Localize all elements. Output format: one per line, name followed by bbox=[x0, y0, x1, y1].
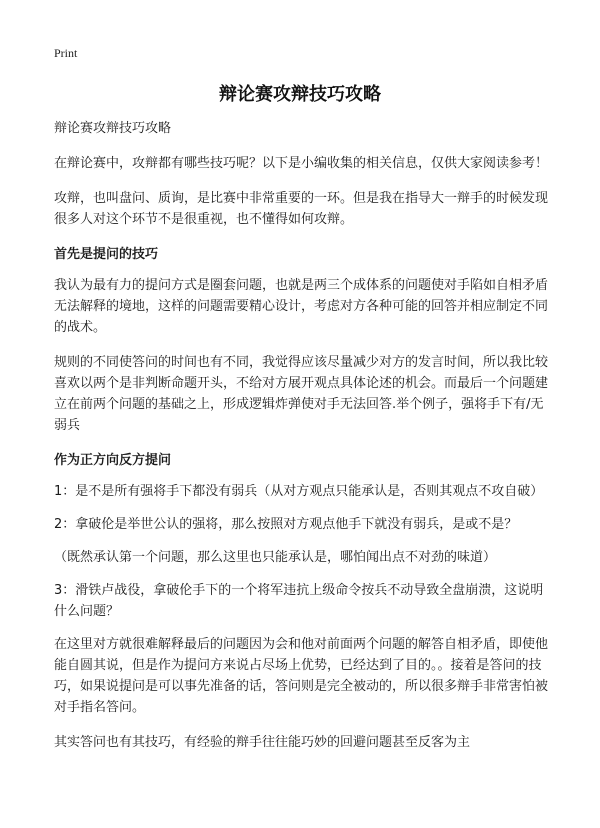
print-label: Print bbox=[54, 46, 78, 60]
question-2: 2：拿破伦是举世公认的强将，那么按照对方观点他手下就没有弱兵，是或不是？ bbox=[54, 517, 518, 532]
closing-paragraph: 其实答问也有其技巧，有经验的辩手往往能巧妙的回避问题甚至反客为主 bbox=[54, 735, 471, 750]
section-heading-questioning-skills: 首先是提问的技巧 bbox=[54, 247, 159, 262]
question-3: 3：滑铁卢战役，拿破伦手下的一个将军违抗上级命令按兵不动导致全盘崩溃，这说明什么问题？ bbox=[54, 583, 544, 619]
document-body bbox=[54, 118, 548, 767]
section-heading-affirmative-asking: 作为正方向反方提问 bbox=[54, 453, 172, 468]
intro-paragraph: 在辩论赛中，攻辩都有哪些技巧呢？以下是小编收集的相关信息，仅供大家阅读参考！ bbox=[54, 156, 549, 171]
document-title: 辩论赛攻辩技巧攻略 bbox=[219, 84, 381, 105]
question-1: 1：是不是所有强将手下都没有弱兵（从对方观点只能承认是，否则其观点不攻自破） bbox=[54, 484, 544, 499]
analysis-paragraph: 在这里对方就很难解释最后的问题因为会和他对前面两个问题的解答自相矛盾，即使他能自圆其说，但是作为提问方来说占尽场上优势，已经达到了目的。。接着是答问的技巧，如果说提问是可以事先准备的话，答问则是完全被动的，所以很多辩手非常害怕被对手指名答问。 bbox=[54, 637, 549, 715]
definition-paragraph: 攻辩，也叫盘问、质询，是比赛中非常重要的一环。但是我在指导大一辩手的时候发现很多人对这个环节不是很重视，也不懂得如何攻辩。 bbox=[54, 191, 549, 227]
document-subtitle: 辩论赛攻辩技巧攻略 bbox=[54, 121, 172, 136]
question-2-note: （既然承认第一个问题，那么这里也只能承认是，哪怕闻出点不对劲的味道） bbox=[54, 550, 497, 565]
section1-paragraph-1: 我认为最有力的提问方式是圈套问题，也就是两三个成体系的问题使对手陷如自相矛盾无法解释的境地，这样的问题需要精心设计，考虑对方各种可能的回答并相应制定不同的战术。 bbox=[54, 278, 549, 335]
section1-paragraph-2: 规则的不同使答问的时间也有不同，我觉得应该尽量减少对方的发言时间，所以我比较喜欢以两个是非判断命题开头，不给对方展开观点具体论述的机会。而最后一个问题建立在前两个问题的基础之上，形成逻辑炸弹使对手无法回答.举个例子，强将手下有/无弱兵 bbox=[54, 355, 549, 433]
